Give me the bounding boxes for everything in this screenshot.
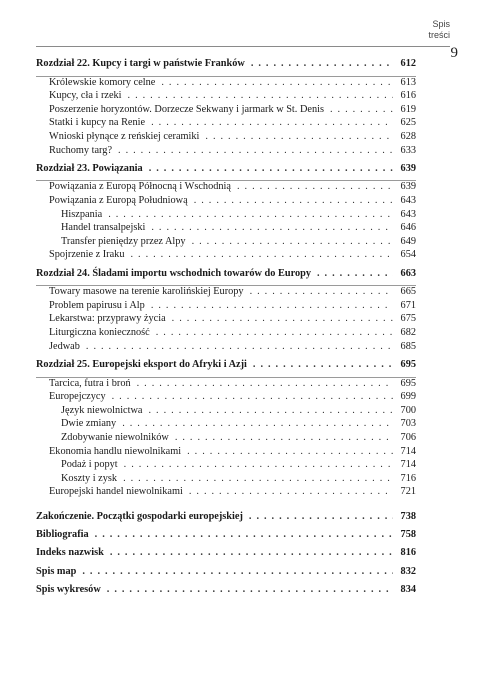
- toc-section-entry: [36, 547, 416, 561]
- dot-leader: [108, 209, 393, 220]
- toc-entry: [36, 195, 416, 209]
- toc-entry-title: Królewskie komory celne: [49, 76, 156, 88]
- header-rule: [36, 46, 450, 47]
- dot-leader: [237, 181, 393, 192]
- toc-entry: [36, 181, 416, 195]
- toc-entry: [36, 286, 416, 300]
- running-head: [428, 19, 450, 41]
- toc-section-entry: [36, 584, 416, 598]
- toc-page-number: 699: [400, 391, 416, 403]
- dot-leader: [250, 286, 393, 297]
- toc-entry: [36, 473, 416, 487]
- dot-leader: [128, 90, 393, 101]
- dot-leader: [156, 327, 393, 338]
- toc-entry-title: Ekonomia handlu niewolnikami: [49, 445, 182, 457]
- toc-page-number: 616: [400, 90, 416, 102]
- dot-leader: [124, 459, 393, 470]
- toc-entry: [36, 145, 416, 159]
- toc-entry-title: Poszerzenie horyzontów. Dorzecze Sekwany i jarmark w St. Denis: [49, 103, 324, 115]
- toc-section-entry: [36, 566, 416, 580]
- toc-page-number: 646: [400, 222, 416, 234]
- toc-entry-title: Podaż i popyt: [61, 459, 118, 471]
- toc-page-number: 633: [400, 144, 416, 156]
- toc-entry: [36, 77, 416, 91]
- toc-entry-title: Bibliografia: [36, 529, 89, 541]
- toc-entry: [36, 236, 416, 250]
- toc-entry-title: Europejczycy: [49, 391, 106, 403]
- dot-leader: [107, 584, 393, 595]
- toc-page-number: 671: [400, 299, 416, 311]
- toc-page-number: 639: [400, 162, 416, 174]
- toc-entry: [36, 249, 416, 263]
- dot-leader: [122, 418, 393, 429]
- dot-leader: [118, 145, 393, 156]
- toc-entry-title: Język niewolnictwa: [61, 404, 143, 416]
- dot-leader: [151, 222, 393, 233]
- toc-page-number: 639: [400, 181, 416, 193]
- toc-entry: [36, 446, 416, 460]
- dot-leader: [82, 566, 393, 577]
- toc-entry: [36, 209, 416, 223]
- toc-entry-title: Wnioski płynące z reńskiej ceramiki: [49, 130, 200, 142]
- toc-entry-title: Spojrzenie z Iraku: [49, 249, 125, 261]
- running-head-line-1: Spis: [432, 19, 450, 29]
- toc-page-number: 832: [400, 565, 416, 577]
- toc-entry-title: Handel transalpejski: [61, 222, 146, 234]
- toc-page-number: 663: [400, 267, 416, 279]
- toc-entry-title: Zdobywanie niewolników: [61, 431, 169, 443]
- dot-leader: [137, 378, 393, 389]
- dot-leader: [253, 359, 393, 370]
- toc-entry: [36, 117, 416, 131]
- toc-page-number: 665: [400, 286, 416, 298]
- dot-leader: [149, 405, 394, 416]
- toc-page-number: 700: [400, 404, 416, 416]
- toc-entry-title: Rozdział 24. Śladami importu wschodnich towarów do Europy: [36, 267, 311, 279]
- dot-leader: [95, 529, 393, 540]
- toc-entry: [36, 378, 416, 392]
- toc-page-number: 613: [400, 76, 416, 88]
- toc-entry: [36, 418, 416, 432]
- toc-entry-title: Lekarstwa: przyprawy życia: [49, 313, 166, 325]
- dot-leader: [151, 300, 393, 311]
- toc-entry-title: Jedwab: [49, 340, 80, 352]
- toc-page-number: 706: [400, 431, 416, 443]
- toc-entry-title: Rozdział 22. Kupcy i targi w państwie Franków: [36, 58, 245, 69]
- toc-page-number: 695: [400, 377, 416, 389]
- toc-entry: [36, 432, 416, 446]
- toc-entry-title: Statki i kupcy na Renie: [49, 117, 146, 129]
- toc-entry-title: Problem papirusu i Alp: [49, 299, 145, 311]
- dot-leader: [189, 486, 393, 497]
- dot-leader: [112, 391, 393, 402]
- dot-leader: [161, 77, 393, 88]
- dot-leader: [187, 446, 393, 457]
- toc-entry-title: Powiązania z Europą Południową: [49, 195, 188, 207]
- dot-leader: [86, 341, 393, 352]
- toc-page-number: 649: [400, 235, 416, 247]
- toc-entry-title: Transfer pieniędzy przez Alpy: [61, 235, 186, 247]
- toc-section-entry: [36, 511, 416, 525]
- dot-leader: [205, 131, 393, 142]
- dot-leader: [123, 473, 393, 484]
- dot-leader: [130, 249, 393, 260]
- running-head-line-2: treści: [428, 30, 450, 40]
- toc-chapter-entry: [36, 58, 416, 72]
- dot-leader: [194, 195, 393, 206]
- dot-leader: [151, 117, 393, 128]
- toc-entry-title: Indeks nazwisk: [36, 547, 104, 559]
- toc-entry: [36, 459, 416, 473]
- toc-entry-title: Spis wykresów: [36, 584, 101, 595]
- toc-entry: [36, 300, 416, 314]
- dot-leader: [172, 313, 393, 324]
- toc-entry-title: Ruchomy targ?: [49, 144, 113, 156]
- toc-page-number: 675: [400, 313, 416, 325]
- toc-page-number: 721: [400, 486, 416, 498]
- dot-leader: [330, 104, 393, 115]
- dot-leader: [249, 511, 393, 522]
- toc-chapter-entry: [36, 359, 416, 373]
- toc-chapter-entry: [36, 163, 416, 177]
- toc-entry: [36, 341, 416, 355]
- toc-entry: [36, 90, 416, 104]
- toc-chapter-entry: [36, 268, 416, 282]
- toc-page-number: 685: [400, 340, 416, 352]
- toc-page-number: 816: [400, 547, 416, 559]
- toc-entry-title: Tarcica, futra i broń: [49, 377, 131, 389]
- toc-page-number: 716: [400, 472, 416, 484]
- dot-leader: [192, 236, 393, 247]
- toc-entry-title: Rozdział 25. Europejski eksport do Afryki i Azji: [36, 358, 247, 370]
- toc-entry-title: Dwie zmiany: [61, 418, 117, 430]
- toc-entry: [36, 131, 416, 145]
- toc-entry-title: Rozdział 23. Powiązania: [36, 162, 143, 174]
- dot-leader: [317, 268, 393, 279]
- toc-entry-title: Towary masowe na terenie karolińskiej Europy: [49, 286, 244, 298]
- toc-page-number: 654: [400, 249, 416, 261]
- toc-entry-title: Europejski handel niewolnikami: [49, 486, 183, 498]
- toc-page-number: 643: [400, 208, 416, 220]
- toc-entry: [36, 405, 416, 419]
- toc-entry-title: Powiązania z Europą Północną i Wschodnią: [49, 181, 231, 193]
- dot-leader: [175, 432, 393, 443]
- table-of-contents: [36, 58, 416, 598]
- dot-leader: [251, 58, 393, 69]
- toc-entry-title: Spis map: [36, 565, 77, 577]
- toc-entry: [36, 327, 416, 341]
- toc-page-number: 738: [400, 510, 416, 522]
- toc-entry: [36, 222, 416, 236]
- toc-page-number: 758: [400, 529, 416, 541]
- toc-page-number: 612: [400, 58, 416, 69]
- toc-entry-title: Hiszpania: [61, 208, 103, 220]
- toc-page-number: 628: [400, 130, 416, 142]
- toc-entry: [36, 104, 416, 118]
- toc-page-number: 682: [400, 327, 416, 339]
- toc-page-number: 695: [400, 358, 416, 370]
- toc-page-number: 714: [400, 445, 416, 457]
- toc-entry-title: Kupcy, cła i rzeki: [49, 90, 122, 102]
- page-number: 9: [450, 45, 458, 61]
- toc-section-entry: [36, 529, 416, 543]
- toc-entry-title: Zakończenie. Początki gospodarki europejskiej: [36, 510, 243, 522]
- toc-entry: [36, 313, 416, 327]
- toc-page-number: 619: [400, 103, 416, 115]
- toc-page-number: 625: [400, 117, 416, 129]
- toc-page-number: 714: [400, 459, 416, 471]
- toc-entry-title: Koszty i zysk: [61, 472, 118, 484]
- toc-page-number: 703: [400, 418, 416, 430]
- toc-entry: [36, 486, 416, 500]
- dot-leader: [149, 163, 393, 174]
- toc-entry: [36, 391, 416, 405]
- dot-leader: [110, 547, 393, 558]
- toc-page-number: 834: [400, 584, 416, 595]
- toc-page-number: 643: [400, 195, 416, 207]
- toc-entry-title: Liturgiczna konieczność: [49, 327, 150, 339]
